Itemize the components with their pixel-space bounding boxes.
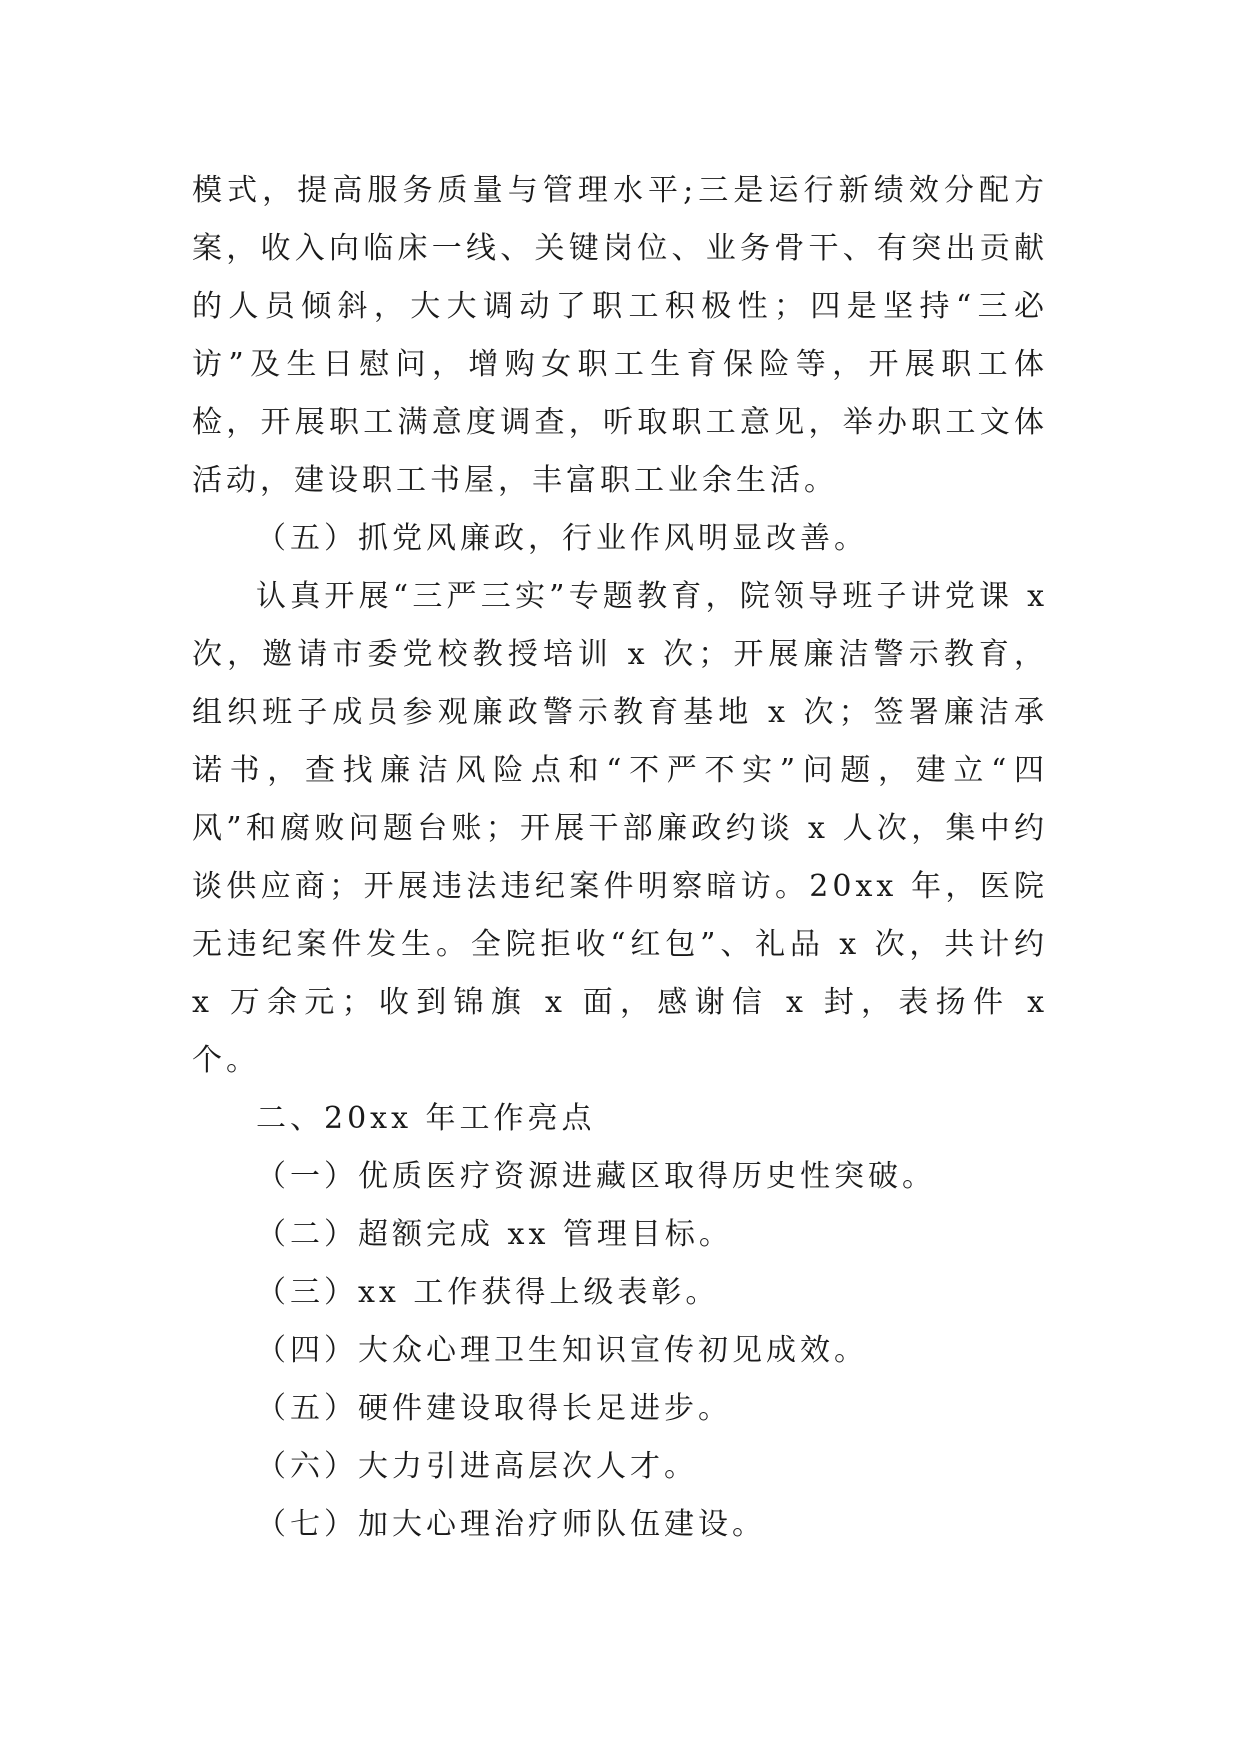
paragraph-continuation: 模式，提高服务质量与管理水平;三是运行新绩效分配方案，收入向临床一线、关键岗位、业务骨干、有突出贡献的人员倾斜，大大调动了职工积极性；四是坚持“三必访”及生日慰问，增购女职工生育保险等，开展职工体检，开展职工满意度调查，听取职工意见，举办职工文体活动，建设职工书屋，丰富职工业余生活。 xyxy=(192,173,1048,498)
chapter-heading-highlights: 二、20xx 年工作亮点 xyxy=(256,1101,596,1136)
highlight-item-6: （六）大力引进高层次人才。 xyxy=(256,1449,698,1484)
document-body xyxy=(192,162,1048,1554)
section-heading-five: （五）抓党风廉政，行业作风明显改善。 xyxy=(256,521,868,556)
highlight-item-1: （一）优质医疗资源进藏区取得历史性突破。 xyxy=(256,1159,936,1194)
highlight-item-4: （四）大众心理卫生知识宣传初见成效。 xyxy=(256,1333,868,1368)
highlight-item-2: （二）超额完成 xx 管理目标。 xyxy=(256,1217,733,1252)
paragraph-anti-corruption: 认真开展“三严三实”专题教育，院领导班子讲党课 x 次，邀请市委党校教授培训 x 次；开展廉洁警示教育，组织班子成员参观廉政警示教育基地 x 次；签署廉洁承诺书，查找廉洁风险点和“不严不实”问题，建立“四风”和腐败问题台账；开展干部廉政约谈 x 人次，集中约谈供应商；开展违法违纪案件明察暗访。20xx 年，医院无违纪案件发生。全院拒收“红包”、礼品 x 次，共计约 x 万余元；收到锦旗 x 面，感谢信 x 封，表扬件 x 个。 xyxy=(192,579,1048,1078)
highlight-item-7: （七）加大心理治疗师队伍建设。 xyxy=(256,1507,766,1542)
highlight-item-5: （五）硬件建设取得长足进步。 xyxy=(256,1391,732,1426)
highlight-item-3: （三）xx 工作获得上级表彰。 xyxy=(256,1275,720,1310)
